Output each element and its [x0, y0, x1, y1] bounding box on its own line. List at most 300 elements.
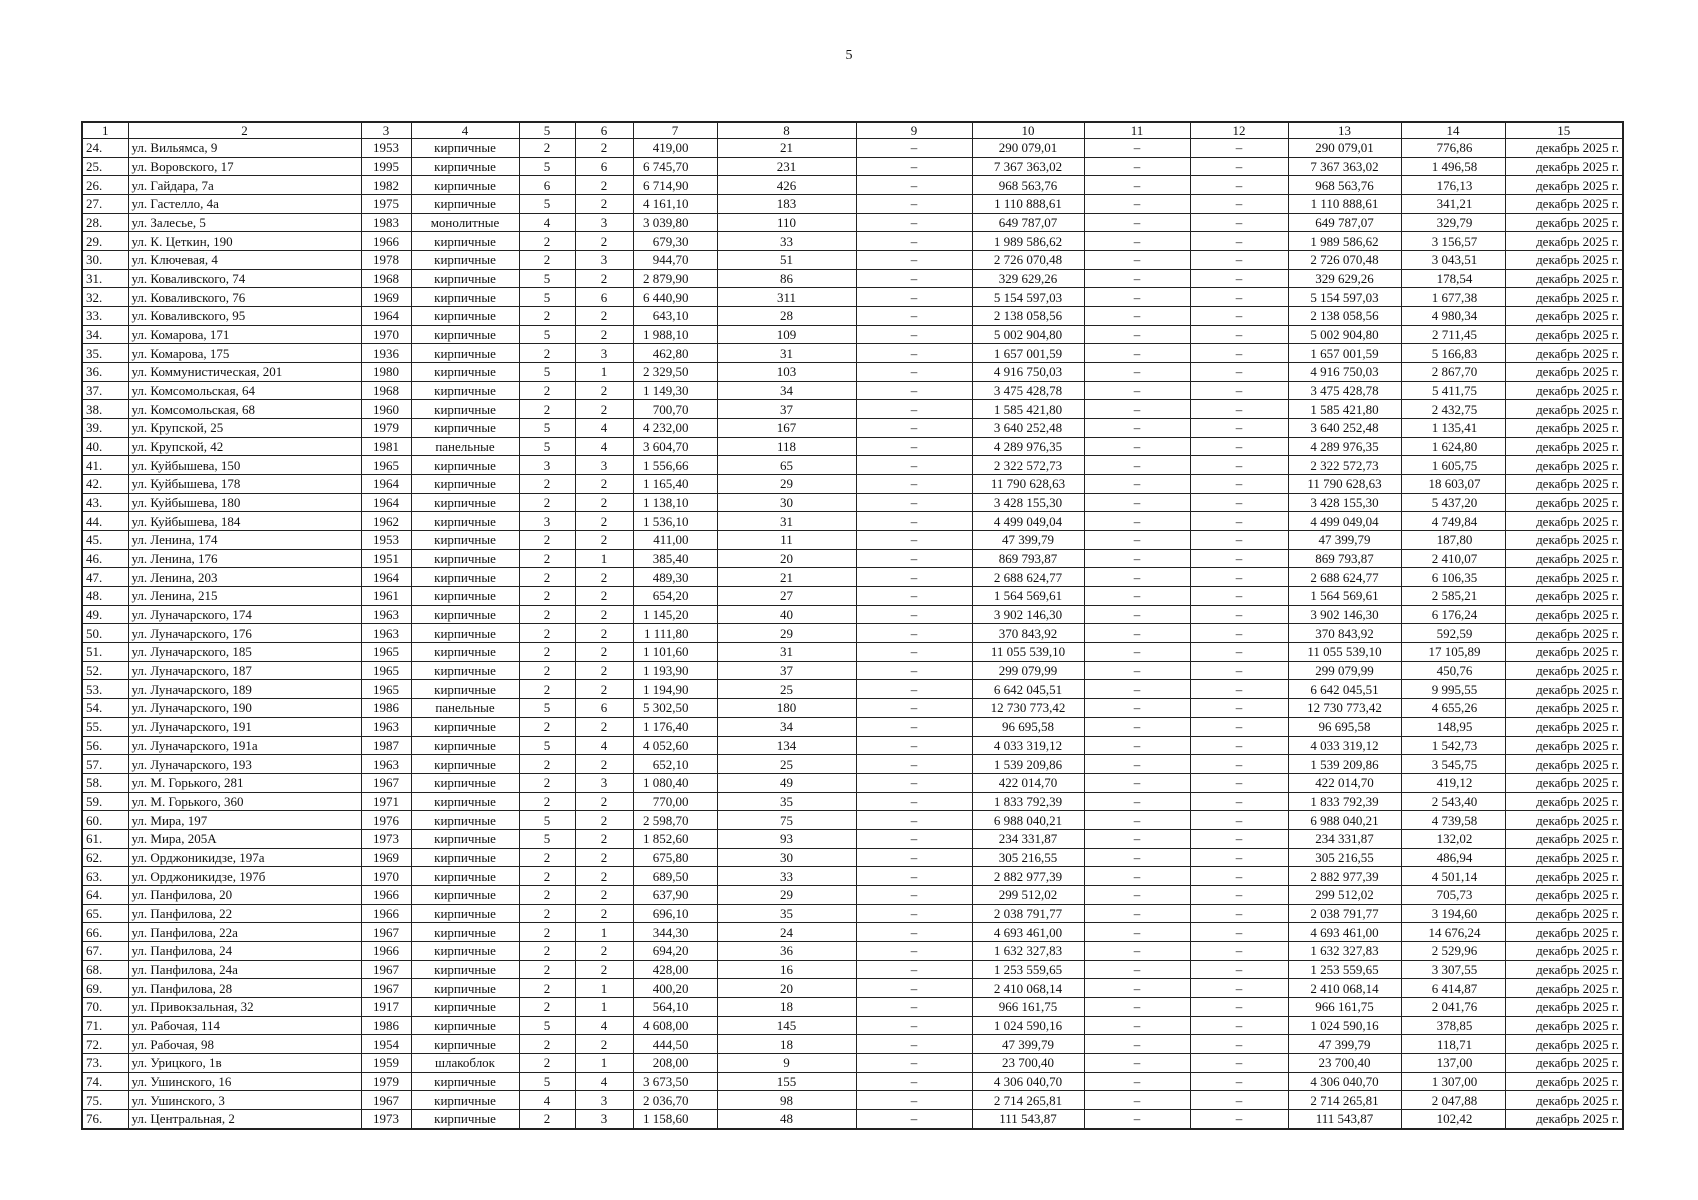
total-area-cell: 689,50: [633, 867, 717, 886]
cost-total-cell: 47 399,79: [972, 531, 1084, 550]
col-11-cell: –: [1084, 755, 1190, 774]
cost-per-sqm-cell: 2 585,21: [1401, 587, 1505, 606]
cost-total-cell: 2 714 265,81: [972, 1091, 1084, 1110]
col-12-cell: –: [1190, 960, 1288, 979]
cost-regional-cell: 1 539 209,86: [1288, 755, 1401, 774]
col-12-cell: –: [1190, 456, 1288, 475]
col-12-cell: –: [1190, 979, 1288, 998]
table-row: [82, 699, 1623, 718]
address-cell: ул. Луначарского, 189: [128, 680, 361, 699]
entrances-cell: 2: [575, 960, 633, 979]
address-cell: ул. Урицкого, 1в: [128, 1053, 361, 1072]
col-11-cell: –: [1084, 251, 1190, 270]
address-cell: ул. Панфилова, 24: [128, 941, 361, 960]
wall-material-cell: кирпичные: [411, 307, 519, 326]
total-area-cell: 1 165,40: [633, 475, 717, 494]
table-row: [82, 960, 1623, 979]
entrances-cell: 1: [575, 363, 633, 382]
row-number-cell: 56.: [82, 736, 128, 755]
residents-cell: 34: [717, 717, 856, 736]
address-cell: ул. М. Горького, 360: [128, 792, 361, 811]
table-row: [82, 587, 1623, 606]
cost-regional-cell: 3 428 155,30: [1288, 493, 1401, 512]
floors-cell: 2: [519, 643, 575, 662]
residents-cell: 29: [717, 475, 856, 494]
cost-total-cell: 12 730 773,42: [972, 699, 1084, 718]
total-area-cell: 654,20: [633, 587, 717, 606]
col-9-cell: –: [856, 176, 972, 195]
wall-material-cell: кирпичные: [411, 885, 519, 904]
cost-total-cell: 4 289 976,35: [972, 437, 1084, 456]
year-built-cell: 1965: [361, 456, 411, 475]
col-11-cell: –: [1084, 941, 1190, 960]
col-12-cell: –: [1190, 437, 1288, 456]
year-built-cell: 1982: [361, 176, 411, 195]
address-cell: ул. Ленина, 203: [128, 568, 361, 587]
row-number-cell: 58.: [82, 773, 128, 792]
residents-cell: 33: [717, 867, 856, 886]
residents-cell: 20: [717, 549, 856, 568]
total-area-cell: 1 145,20: [633, 605, 717, 624]
cost-total-cell: 3 640 252,48: [972, 419, 1084, 438]
year-built-cell: 1953: [361, 531, 411, 550]
row-number-cell: 66.: [82, 923, 128, 942]
address-cell: ул. Ушинского, 3: [128, 1091, 361, 1110]
entrances-cell: 2: [575, 512, 633, 531]
wall-material-cell: монолитные: [411, 213, 519, 232]
cost-total-cell: 2 410 068,14: [972, 979, 1084, 998]
cost-per-sqm-cell: 3 194,60: [1401, 904, 1505, 923]
year-built-cell: 1969: [361, 848, 411, 867]
cost-total-cell: 2 038 791,77: [972, 904, 1084, 923]
completion-date-cell: декабрь 2025 г.: [1505, 848, 1623, 867]
col-12-cell: –: [1190, 923, 1288, 942]
wall-material-cell: кирпичные: [411, 512, 519, 531]
floors-cell: 2: [519, 923, 575, 942]
cost-regional-cell: 422 014,70: [1288, 773, 1401, 792]
cost-per-sqm-cell: 419,12: [1401, 773, 1505, 792]
wall-material-cell: кирпичные: [411, 1072, 519, 1091]
entrances-cell: 4: [575, 1016, 633, 1035]
table-row: [82, 904, 1623, 923]
entrances-cell: 3: [575, 456, 633, 475]
col-9-cell: –: [856, 325, 972, 344]
col-9-cell: –: [856, 699, 972, 718]
residents-cell: 25: [717, 680, 856, 699]
cost-regional-cell: 1 833 792,39: [1288, 792, 1401, 811]
row-number-cell: 41.: [82, 456, 128, 475]
year-built-cell: 1979: [361, 1072, 411, 1091]
cost-regional-cell: 4 499 049,04: [1288, 512, 1401, 531]
total-area-cell: 6 440,90: [633, 288, 717, 307]
row-number-cell: 30.: [82, 251, 128, 270]
cost-total-cell: 3 475 428,78: [972, 381, 1084, 400]
wall-material-cell: кирпичные: [411, 605, 519, 624]
residents-cell: 167: [717, 419, 856, 438]
wall-material-cell: кирпичные: [411, 363, 519, 382]
cost-per-sqm-cell: 5 437,20: [1401, 493, 1505, 512]
cost-per-sqm-cell: 2 529,96: [1401, 941, 1505, 960]
total-area-cell: 3 604,70: [633, 437, 717, 456]
floors-cell: 3: [519, 456, 575, 475]
header-cell-3: 3: [361, 122, 411, 139]
cost-total-cell: 1 564 569,61: [972, 587, 1084, 606]
year-built-cell: 1964: [361, 307, 411, 326]
col-9-cell: –: [856, 885, 972, 904]
year-built-cell: 1966: [361, 232, 411, 251]
entrances-cell: 2: [575, 232, 633, 251]
year-built-cell: 1978: [361, 251, 411, 270]
cost-regional-cell: 1 632 327,83: [1288, 941, 1401, 960]
col-9-cell: –: [856, 1016, 972, 1035]
col-12-cell: –: [1190, 1035, 1288, 1054]
entrances-cell: 2: [575, 531, 633, 550]
address-cell: ул. М. Горького, 281: [128, 773, 361, 792]
year-built-cell: 1965: [361, 643, 411, 662]
address-cell: ул. Куйбышева, 180: [128, 493, 361, 512]
cost-regional-cell: 11 055 539,10: [1288, 643, 1401, 662]
total-area-cell: 679,30: [633, 232, 717, 251]
wall-material-cell: кирпичные: [411, 923, 519, 942]
address-cell: ул. Мира, 197: [128, 811, 361, 830]
col-9-cell: –: [856, 157, 972, 176]
col-11-cell: –: [1084, 232, 1190, 251]
table-row: [82, 755, 1623, 774]
completion-date-cell: декабрь 2025 г.: [1505, 979, 1623, 998]
cost-regional-cell: 1 110 888,61: [1288, 195, 1401, 214]
col-9-cell: –: [856, 195, 972, 214]
entrances-cell: 2: [575, 811, 633, 830]
col-9-cell: –: [856, 979, 972, 998]
col-9-cell: –: [856, 1053, 972, 1072]
residents-cell: 29: [717, 885, 856, 904]
floors-cell: 5: [519, 157, 575, 176]
cost-total-cell: 305 216,55: [972, 848, 1084, 867]
col-12-cell: –: [1190, 176, 1288, 195]
completion-date-cell: декабрь 2025 г.: [1505, 176, 1623, 195]
address-cell: ул. Панфилова, 28: [128, 979, 361, 998]
cost-total-cell: 1 585 421,80: [972, 400, 1084, 419]
entrances-cell: 3: [575, 251, 633, 270]
table-row: [82, 269, 1623, 288]
residents-cell: 37: [717, 661, 856, 680]
completion-date-cell: декабрь 2025 г.: [1505, 997, 1623, 1016]
completion-date-cell: декабрь 2025 г.: [1505, 549, 1623, 568]
entrances-cell: 2: [575, 1035, 633, 1054]
wall-material-cell: кирпичные: [411, 1091, 519, 1110]
header-cell-9: 9: [856, 122, 972, 139]
table-row: [82, 997, 1623, 1016]
cost-per-sqm-cell: 1 677,38: [1401, 288, 1505, 307]
col-9-cell: –: [856, 549, 972, 568]
entrances-cell: 2: [575, 176, 633, 195]
completion-date-cell: декабрь 2025 г.: [1505, 624, 1623, 643]
wall-material-cell: кирпичные: [411, 475, 519, 494]
entrances-cell: 3: [575, 344, 633, 363]
floors-cell: 3: [519, 512, 575, 531]
cost-per-sqm-cell: 102,42: [1401, 1109, 1505, 1128]
header-cell-8: 8: [717, 122, 856, 139]
cost-per-sqm-cell: 329,79: [1401, 213, 1505, 232]
row-number-cell: 42.: [82, 475, 128, 494]
row-number-cell: 62.: [82, 848, 128, 867]
wall-material-cell: кирпичные: [411, 680, 519, 699]
table-row: [82, 195, 1623, 214]
year-built-cell: 1967: [361, 960, 411, 979]
wall-material-cell: кирпичные: [411, 773, 519, 792]
entrances-cell: 4: [575, 1072, 633, 1091]
wall-material-cell: кирпичные: [411, 419, 519, 438]
page-number: 5: [845, 48, 853, 63]
row-number-cell: 39.: [82, 419, 128, 438]
col-12-cell: –: [1190, 288, 1288, 307]
completion-date-cell: декабрь 2025 г.: [1505, 531, 1623, 550]
entrances-cell: 4: [575, 736, 633, 755]
cost-per-sqm-cell: 14 676,24: [1401, 923, 1505, 942]
col-12-cell: –: [1190, 195, 1288, 214]
floors-cell: 4: [519, 213, 575, 232]
col-11-cell: –: [1084, 549, 1190, 568]
col-9-cell: –: [856, 997, 972, 1016]
col-12-cell: –: [1190, 512, 1288, 531]
address-cell: ул. Залесье, 5: [128, 213, 361, 232]
col-11-cell: –: [1084, 680, 1190, 699]
row-number-cell: 76.: [82, 1109, 128, 1128]
address-cell: ул. Ленина, 174: [128, 531, 361, 550]
col-11-cell: –: [1084, 605, 1190, 624]
col-11-cell: –: [1084, 531, 1190, 550]
cost-per-sqm-cell: 2 543,40: [1401, 792, 1505, 811]
floors-cell: 2: [519, 493, 575, 512]
address-cell: ул. Луначарского, 193: [128, 755, 361, 774]
col-12-cell: –: [1190, 661, 1288, 680]
completion-date-cell: декабрь 2025 г.: [1505, 475, 1623, 494]
entrances-cell: 2: [575, 605, 633, 624]
completion-date-cell: декабрь 2025 г.: [1505, 811, 1623, 830]
row-number-cell: 43.: [82, 493, 128, 512]
table-row: [82, 829, 1623, 848]
completion-date-cell: декабрь 2025 г.: [1505, 1016, 1623, 1035]
floors-cell: 2: [519, 717, 575, 736]
total-area-cell: 675,80: [633, 848, 717, 867]
col-11-cell: –: [1084, 1091, 1190, 1110]
cost-per-sqm-cell: 148,95: [1401, 717, 1505, 736]
entrances-cell: 3: [575, 213, 633, 232]
table-row: [82, 867, 1623, 886]
cost-per-sqm-cell: 1 135,41: [1401, 419, 1505, 438]
address-cell: ул. Панфилова, 22а: [128, 923, 361, 942]
cost-total-cell: 1 110 888,61: [972, 195, 1084, 214]
cost-regional-cell: 4 033 319,12: [1288, 736, 1401, 755]
cost-regional-cell: 4 916 750,03: [1288, 363, 1401, 382]
address-cell: ул. К. Цеткин, 190: [128, 232, 361, 251]
completion-date-cell: декабрь 2025 г.: [1505, 773, 1623, 792]
table-row: [82, 176, 1623, 195]
completion-date-cell: декабрь 2025 г.: [1505, 288, 1623, 307]
completion-date-cell: декабрь 2025 г.: [1505, 139, 1623, 158]
residents-cell: 18: [717, 997, 856, 1016]
year-built-cell: 1975: [361, 195, 411, 214]
cost-regional-cell: 4 693 461,00: [1288, 923, 1401, 942]
address-cell: ул. Куйбышева, 150: [128, 456, 361, 475]
col-11-cell: –: [1084, 848, 1190, 867]
col-11-cell: –: [1084, 363, 1190, 382]
cost-regional-cell: 299 512,02: [1288, 885, 1401, 904]
cost-per-sqm-cell: 176,13: [1401, 176, 1505, 195]
col-12-cell: –: [1190, 213, 1288, 232]
entrances-cell: 2: [575, 400, 633, 419]
col-12-cell: –: [1190, 269, 1288, 288]
col-11-cell: –: [1084, 979, 1190, 998]
col-11-cell: –: [1084, 587, 1190, 606]
table-row: [82, 661, 1623, 680]
table-row: [82, 1091, 1623, 1110]
floors-cell: 2: [519, 848, 575, 867]
header-cell-13: 13: [1288, 122, 1401, 139]
cost-regional-cell: 2 038 791,77: [1288, 904, 1401, 923]
header-cell-2: 2: [128, 122, 361, 139]
entrances-cell: 2: [575, 568, 633, 587]
completion-date-cell: декабрь 2025 г.: [1505, 344, 1623, 363]
entrances-cell: 1: [575, 923, 633, 942]
floors-cell: 2: [519, 773, 575, 792]
col-12-cell: –: [1190, 1016, 1288, 1035]
entrances-cell: 3: [575, 1109, 633, 1128]
cost-per-sqm-cell: 592,59: [1401, 624, 1505, 643]
row-number-cell: 72.: [82, 1035, 128, 1054]
residents-cell: 155: [717, 1072, 856, 1091]
year-built-cell: 1963: [361, 624, 411, 643]
entrances-cell: 3: [575, 773, 633, 792]
table-row: [82, 979, 1623, 998]
col-9-cell: –: [856, 288, 972, 307]
wall-material-cell: кирпичные: [411, 997, 519, 1016]
floors-cell: 2: [519, 1035, 575, 1054]
col-12-cell: –: [1190, 605, 1288, 624]
wall-material-cell: кирпичные: [411, 941, 519, 960]
wall-material-cell: кирпичные: [411, 176, 519, 195]
cost-total-cell: 4 916 750,03: [972, 363, 1084, 382]
cost-per-sqm-cell: 341,21: [1401, 195, 1505, 214]
row-number-cell: 71.: [82, 1016, 128, 1035]
address-cell: ул. Луначарского, 176: [128, 624, 361, 643]
col-12-cell: –: [1190, 773, 1288, 792]
register-table: [81, 121, 1624, 1130]
wall-material-cell: шлакоблок: [411, 1053, 519, 1072]
col-9-cell: –: [856, 493, 972, 512]
address-cell: ул. Коваливского, 76: [128, 288, 361, 307]
cost-per-sqm-cell: 378,85: [1401, 1016, 1505, 1035]
total-area-cell: 2 329,50: [633, 363, 717, 382]
total-area-cell: 1 158,60: [633, 1109, 717, 1128]
year-built-cell: 1967: [361, 979, 411, 998]
completion-date-cell: декабрь 2025 г.: [1505, 904, 1623, 923]
col-9-cell: –: [856, 456, 972, 475]
address-cell: ул. Луначарского, 174: [128, 605, 361, 624]
address-cell: ул. Ленина, 215: [128, 587, 361, 606]
col-9-cell: –: [856, 587, 972, 606]
floors-cell: 4: [519, 1091, 575, 1110]
year-built-cell: 1964: [361, 493, 411, 512]
col-12-cell: –: [1190, 717, 1288, 736]
completion-date-cell: декабрь 2025 г.: [1505, 643, 1623, 662]
row-number-cell: 61.: [82, 829, 128, 848]
floors-cell: 2: [519, 792, 575, 811]
year-built-cell: 1986: [361, 699, 411, 718]
cost-per-sqm-cell: 3 156,57: [1401, 232, 1505, 251]
wall-material-cell: кирпичные: [411, 867, 519, 886]
floors-cell: 2: [519, 661, 575, 680]
col-9-cell: –: [856, 213, 972, 232]
table-row: [82, 1016, 1623, 1035]
entrances-cell: 2: [575, 755, 633, 774]
row-number-cell: 28.: [82, 213, 128, 232]
cost-per-sqm-cell: 187,80: [1401, 531, 1505, 550]
col-9-cell: –: [856, 1035, 972, 1054]
completion-date-cell: декабрь 2025 г.: [1505, 251, 1623, 270]
header-cell-14: 14: [1401, 122, 1505, 139]
total-area-cell: 1 556,66: [633, 456, 717, 475]
cost-regional-cell: 966 161,75: [1288, 997, 1401, 1016]
address-cell: ул. Панфилова, 20: [128, 885, 361, 904]
col-12-cell: –: [1190, 587, 1288, 606]
cost-regional-cell: 1 989 586,62: [1288, 232, 1401, 251]
year-built-cell: 1973: [361, 1109, 411, 1128]
wall-material-cell: кирпичные: [411, 344, 519, 363]
col-12-cell: –: [1190, 755, 1288, 774]
cost-total-cell: 329 629,26: [972, 269, 1084, 288]
cost-total-cell: 4 306 040,70: [972, 1072, 1084, 1091]
year-built-cell: 1970: [361, 867, 411, 886]
cost-regional-cell: 2 322 572,73: [1288, 456, 1401, 475]
wall-material-cell: кирпичные: [411, 643, 519, 662]
table-row: [82, 811, 1623, 830]
total-area-cell: 4 161,10: [633, 195, 717, 214]
residents-cell: 27: [717, 587, 856, 606]
year-built-cell: 1983: [361, 213, 411, 232]
col-11-cell: –: [1084, 717, 1190, 736]
row-number-cell: 50.: [82, 624, 128, 643]
cost-total-cell: 96 695,58: [972, 717, 1084, 736]
residents-cell: 28: [717, 307, 856, 326]
col-12-cell: –: [1190, 549, 1288, 568]
address-cell: ул. Луначарского, 190: [128, 699, 361, 718]
completion-date-cell: декабрь 2025 г.: [1505, 1035, 1623, 1054]
total-area-cell: 694,20: [633, 941, 717, 960]
cost-total-cell: 1 657 001,59: [972, 344, 1084, 363]
cost-total-cell: 422 014,70: [972, 773, 1084, 792]
year-built-cell: 1966: [361, 904, 411, 923]
table-row: [82, 437, 1623, 456]
cost-total-cell: 111 543,87: [972, 1109, 1084, 1128]
wall-material-cell: кирпичные: [411, 904, 519, 923]
year-built-cell: 1959: [361, 1053, 411, 1072]
cost-per-sqm-cell: 4 501,14: [1401, 867, 1505, 886]
col-11-cell: –: [1084, 997, 1190, 1016]
col-11-cell: –: [1084, 437, 1190, 456]
floors-cell: 2: [519, 997, 575, 1016]
cost-total-cell: 23 700,40: [972, 1053, 1084, 1072]
floors-cell: 2: [519, 755, 575, 774]
completion-date-cell: декабрь 2025 г.: [1505, 885, 1623, 904]
completion-date-cell: декабрь 2025 г.: [1505, 587, 1623, 606]
cost-per-sqm-cell: 2 047,88: [1401, 1091, 1505, 1110]
address-cell: ул. Коваливского, 74: [128, 269, 361, 288]
residents-cell: 16: [717, 960, 856, 979]
cost-regional-cell: 2 138 058,56: [1288, 307, 1401, 326]
floors-cell: 2: [519, 960, 575, 979]
total-area-cell: 4 232,00: [633, 419, 717, 438]
